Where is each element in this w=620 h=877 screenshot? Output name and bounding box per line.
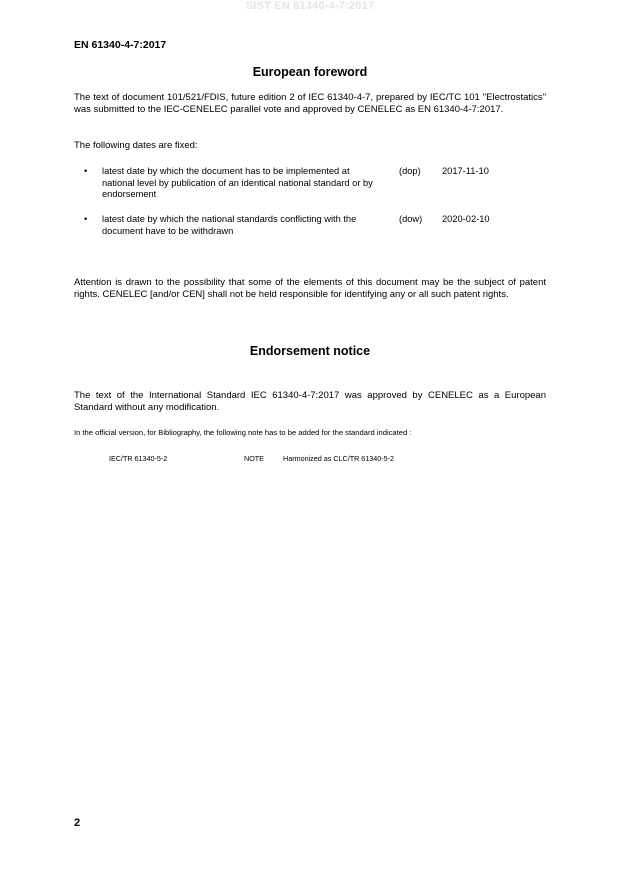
page-number: 2 xyxy=(74,817,81,829)
endorsement-title: Endorsement notice xyxy=(249,344,371,358)
note-standard: IEC/TR 61340-5-2 xyxy=(109,454,168,463)
dates-intro: The following dates are fixed: xyxy=(74,140,198,151)
note-text: Harmonized as CLC/TR 61340-5-2 xyxy=(283,454,395,463)
bullet-icon: • xyxy=(84,166,88,176)
note-label: NOTE xyxy=(244,454,264,463)
foreword-paragraph: The text of document 101/521/FDIS, future edition 2 of IEC 61340-4-7, prepared by IEC/TC 101 "Electrostatics" was submitted to the IEC-CENELEC parallel vote and approved by CENELEC as EN 61340-4-7:2017. xyxy=(74,92,546,115)
watermark: SIST EN 61340-4-7:2017 xyxy=(245,0,375,12)
date-description: latest date by which the national standards conflicting with the document have to be withdrawn xyxy=(102,214,357,236)
bullet-icon: • xyxy=(84,214,88,224)
foreword-title: European foreword xyxy=(252,65,368,79)
bibliography-note: In the official version, for Bibliography, the following note has to be added for the standard indicated : xyxy=(74,428,412,437)
date-value: 2020-02-10 xyxy=(442,214,490,224)
date-code: (dop) xyxy=(399,166,421,176)
patent-attention: Attention is drawn to the possibility that some of the elements of this document may be the subject of patent rights. CENELEC [and/or CEN] shall not be held responsible for identifying any or all such patent rights. xyxy=(74,277,546,300)
date-code: (dow) xyxy=(399,214,423,224)
date-description: latest date by which the document has to be implemented at national level by publication of an identical national standard or by endorsement xyxy=(102,166,373,199)
document-id: EN 61340-4-7:2017 xyxy=(74,39,167,51)
endorsement-paragraph: The text of the International Standard IEC 61340-4-7:2017 was approved by CENELEC as a European Standard without any modification. xyxy=(74,390,546,413)
date-value: 2017-11-10 xyxy=(442,166,489,176)
